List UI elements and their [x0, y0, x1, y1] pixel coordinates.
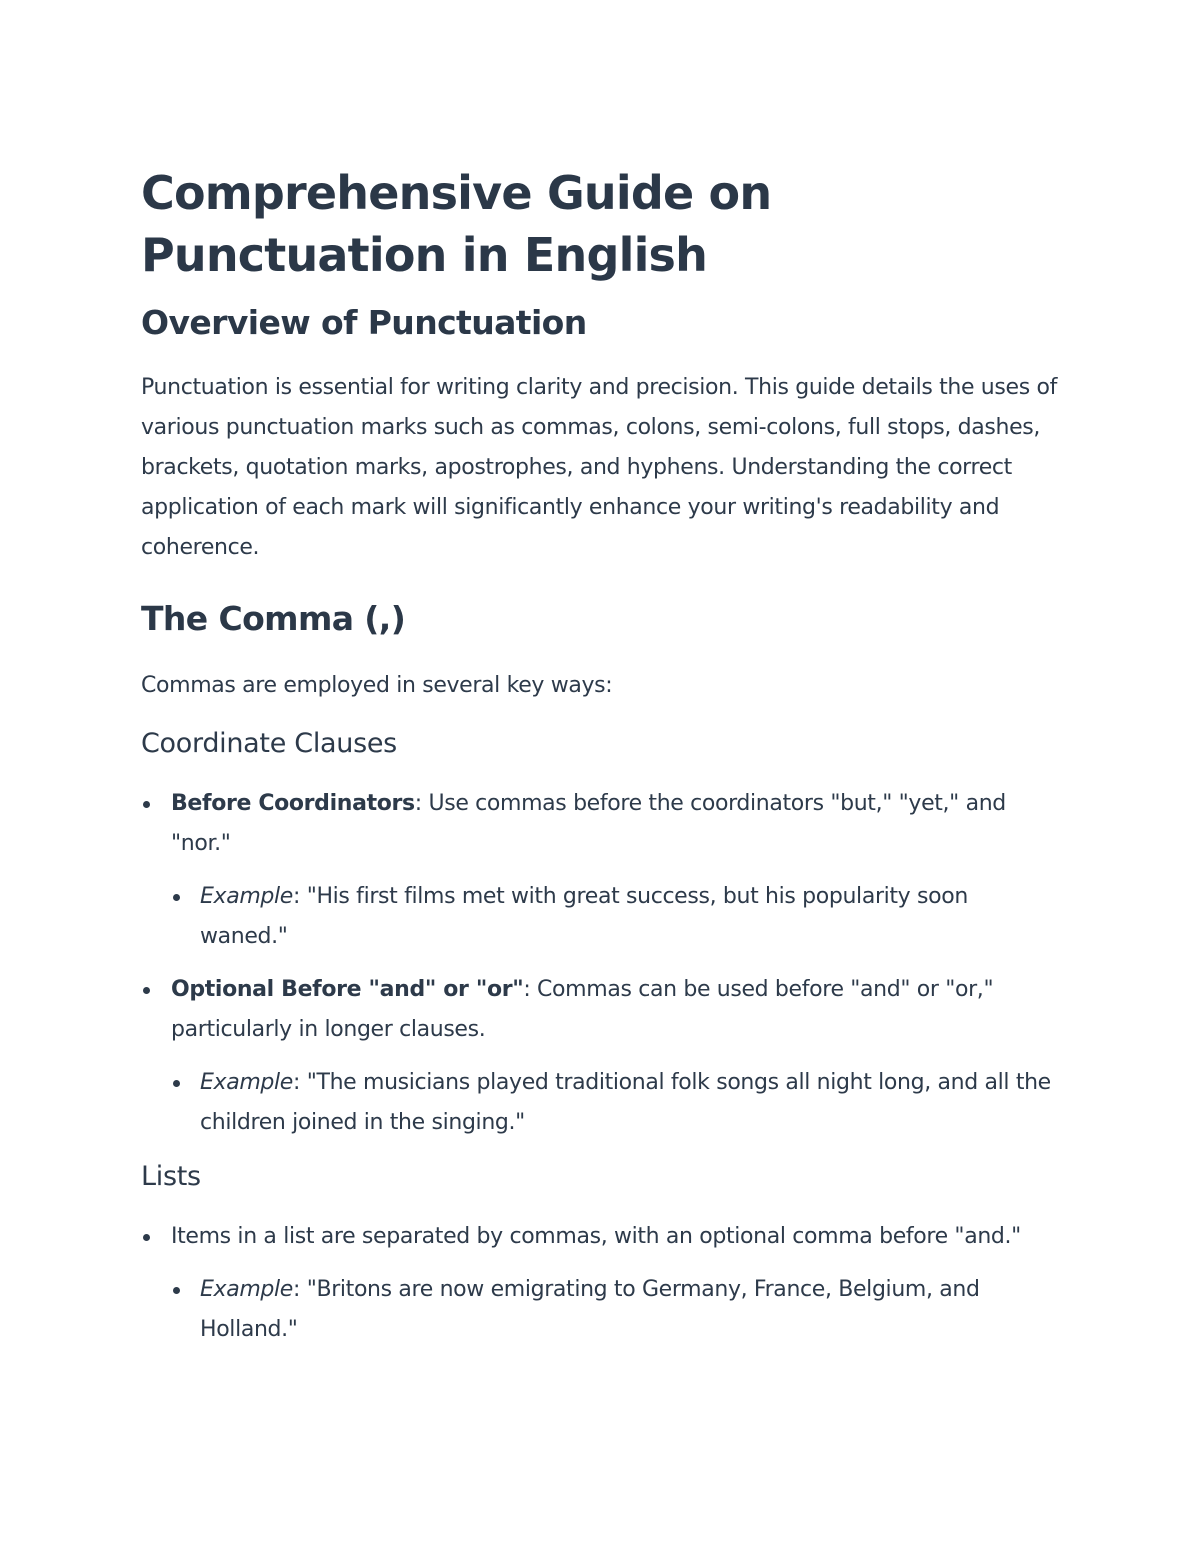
- bullet-icon: [173, 894, 180, 901]
- example-text: : "The musicians played traditional folk songs all night long, and all the children joined in the singing.": [200, 1070, 1051, 1135]
- item-text: : Commas can be used before "and" or "or," particularly in longer clauses.: [171, 977, 994, 1042]
- coordinate-clauses-list: [141, 784, 1061, 1143]
- bullet-icon: [143, 1234, 150, 1241]
- lists-list: [141, 1217, 1061, 1350]
- example-text: : "Britons are now emigrating to Germany, France, Belgium, and Holland.": [200, 1277, 980, 1342]
- section-heading-comma: The Comma (,): [141, 599, 406, 638]
- list-item-example: [141, 1063, 1061, 1143]
- list-item: [141, 1217, 1061, 1257]
- bullet-icon: [173, 1287, 180, 1294]
- item-label: Optional Before "and" or "or": [171, 977, 524, 1002]
- document-page: [141, 162, 1061, 1350]
- overview-paragraph: Punctuation is essential for writing clarity and precision. This guide details the uses of various punctuation marks such as commas, colons, semi-colons, full stops, dashes, brackets, quotation marks, apostrophes, and hyphens. Understanding the correct application of each mark will significantly enhance your writing's readability and coherence.: [141, 375, 1057, 560]
- item-label: Before Coordinators: [171, 791, 415, 816]
- subheading-coordinate-clauses: Coordinate Clauses: [141, 728, 397, 759]
- list-item: [141, 784, 1061, 864]
- example-label: Example: [200, 1070, 293, 1095]
- bullet-icon: [143, 987, 150, 994]
- section-heading-overview: Overview of Punctuation: [141, 303, 587, 342]
- item-text: Items in a list are separated by commas, with an optional comma before "and.": [171, 1224, 1021, 1249]
- bullet-icon: [143, 801, 150, 808]
- item-text: : Use commas before the coordinators "but," "yet," and "nor.": [171, 791, 1006, 856]
- list-item-example: [141, 1270, 1061, 1350]
- list-item: [141, 970, 1061, 1050]
- example-text: : "His first films met with great success, but his popularity soon waned.": [200, 884, 968, 949]
- page-title: Comprehensive Guide on Punctuation in English: [141, 166, 772, 282]
- bullet-icon: [173, 1080, 180, 1087]
- list-item-example: [141, 877, 1061, 957]
- example-label: Example: [200, 884, 293, 909]
- subheading-lists: Lists: [141, 1161, 201, 1192]
- example-label: Example: [200, 1277, 293, 1302]
- comma-intro-paragraph: Commas are employed in several key ways:: [141, 673, 613, 698]
